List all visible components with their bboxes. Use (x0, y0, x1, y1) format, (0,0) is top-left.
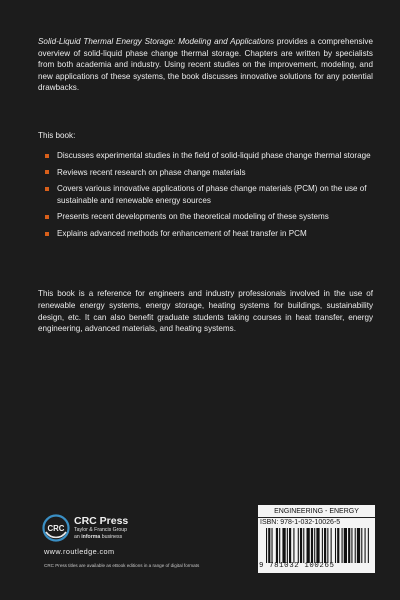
barcode-bar (279, 528, 280, 563)
business-prefix: an (74, 534, 82, 540)
barcode-bar (337, 528, 339, 563)
barcode-bar (355, 528, 356, 563)
barcode-bar (368, 528, 369, 563)
barcode-bar (342, 528, 343, 563)
crc-press-logo-icon (42, 514, 70, 542)
barcode-bar (287, 528, 288, 563)
bullet-square-icon (45, 215, 49, 219)
publisher-block (74, 516, 128, 541)
barcode-bar (298, 528, 299, 563)
list-item-text: Explains advanced methods for enhancement of heat transfer in PCM (57, 229, 307, 239)
bullet-square-icon (45, 232, 49, 236)
book-description (38, 36, 373, 94)
crc-logo-text: CRC (47, 523, 65, 533)
isbn-barcode-box (258, 505, 375, 573)
list-item-text: Reviews recent research on phase change materials (57, 167, 246, 177)
barcode-icon (266, 528, 370, 563)
barcode-bar (365, 528, 366, 563)
isbn-number: ISBN: 978-1-032-10026-5 (260, 519, 341, 526)
bullet-square-icon (45, 187, 49, 191)
barcode-bar (348, 528, 350, 563)
barcode-bar (282, 528, 285, 563)
list-item-text: Presents recent developments on the theoretical modeling of these systems (57, 212, 329, 222)
bullet-square-icon (45, 170, 49, 174)
barcode-bar (357, 528, 360, 563)
barcode-bar (276, 528, 278, 563)
this-book-label: This book: (38, 131, 76, 140)
barcode-bar (271, 528, 272, 563)
barcode-bar (311, 528, 313, 563)
barcode-digits: 9 781032 100265 (259, 562, 335, 570)
barcode-bar (268, 528, 270, 563)
feature-list (45, 150, 375, 245)
publisher-name: CRC Press (74, 515, 129, 527)
barcode-bar (303, 528, 304, 563)
barcode-bar (351, 528, 352, 563)
barcode-bar (322, 528, 323, 563)
barcode-bar (293, 528, 294, 563)
ebook-note: CRC Press titles are available as eBook editions in a range of digital formats (44, 563, 200, 568)
barcode-bar (331, 528, 332, 563)
audience-paragraph: This book is a reference for engineers and industry professionals involved in the use of renewable energy systems, energy storage, heating systems for buildings, sustainability design, etc. It can also benefit graduate students taking courses in heat transfer, energy engineering, advanced materials, and heating systems. (38, 289, 373, 334)
publisher-group: Taylor & Francis Group (74, 527, 128, 533)
informa-brand: informa (81, 534, 101, 540)
list-item (45, 228, 375, 239)
barcode-bar (307, 528, 310, 563)
publisher-website: www.routledge.com (44, 547, 115, 556)
book-title-italic: Solid-Liquid Thermal Energy Storage: Modeling and Applications (38, 37, 275, 46)
list-item (45, 211, 375, 222)
list-item (45, 167, 375, 178)
list-item-text: Discusses experimental studies in the field of solid-liquid phase change thermal storage (57, 151, 371, 160)
subject-category: ENGINEERING - ENERGY (274, 508, 359, 515)
barcode-bar (361, 528, 362, 563)
list-item-text: Covers various innovative applications of phase change materials (PCM) on the use of sustainable and renewable energy sources (57, 184, 367, 205)
business-suffix: business (100, 534, 123, 540)
description-text: provides a comprehensive overview of solid-liquid phase change thermal storage. Chapters are written by specialists from both academia and industry. Using recent studies on the improvement, modeling, and new applications of these systems, the book discusses innovative solutions for any potential drawbacks. (38, 37, 373, 93)
barcode-bar (335, 528, 336, 563)
barcode-bar (344, 528, 347, 563)
barcode-bar (324, 528, 326, 563)
barcode-bar (300, 528, 302, 563)
barcode-bar (314, 528, 315, 563)
list-item (45, 183, 375, 205)
list-item (45, 150, 375, 161)
publisher-business (74, 534, 128, 541)
barcode-bar (327, 528, 328, 563)
barcode-bar (316, 528, 319, 563)
bullet-square-icon (45, 154, 49, 158)
barcode-bar (289, 528, 291, 563)
barcode-bar (266, 528, 267, 563)
